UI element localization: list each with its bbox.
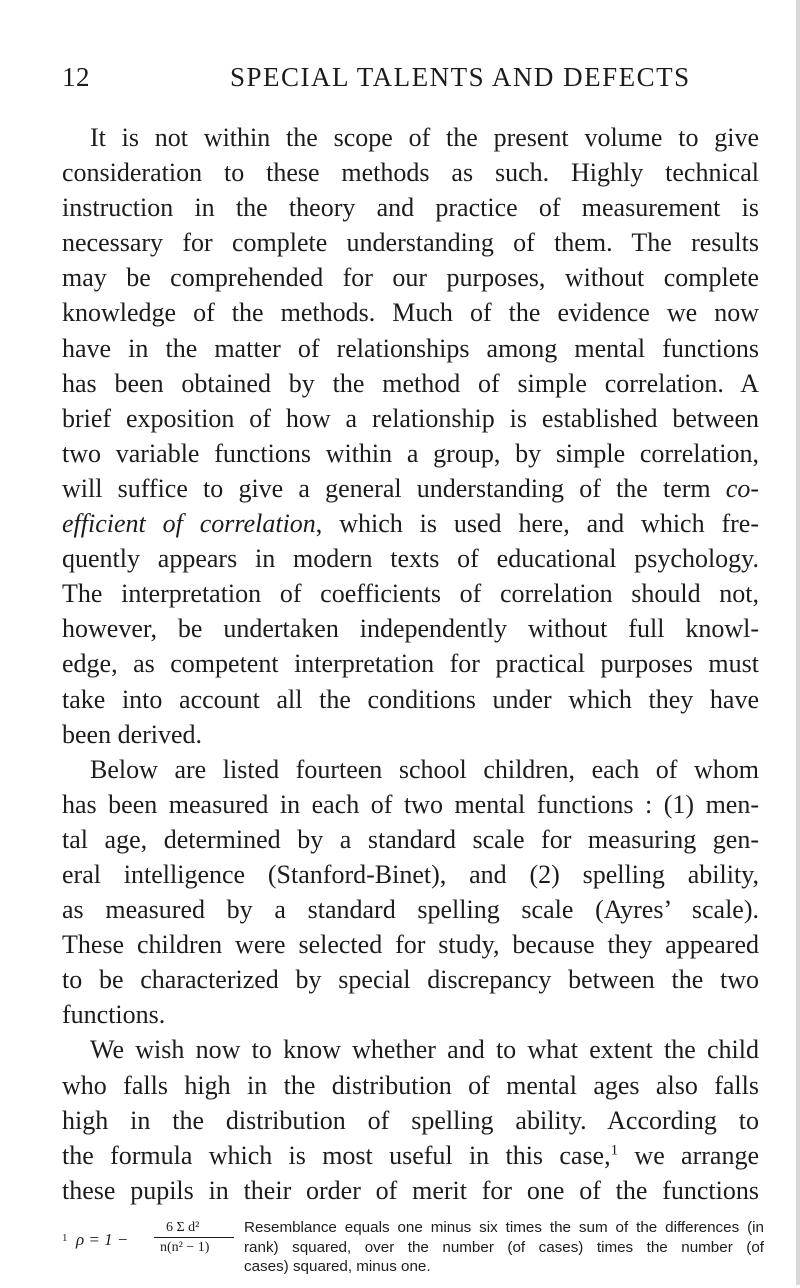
- text-line: It is not within the scope of the present volume to give: [90, 123, 759, 152]
- page-edge-shadow: [796, 0, 800, 1285]
- text-line: as measured by a standard spelling scale (Ayres’ scale).: [62, 895, 759, 925]
- footnote: [62, 1218, 762, 1288]
- text-fragment: we arrange: [618, 1140, 759, 1170]
- text-line: The interpretation of coefficients of correlation should not,: [62, 579, 759, 609]
- footnote-line: cases) squared, minus one.: [244, 1258, 431, 1275]
- footnote-text: [244, 1218, 764, 1277]
- text-line: may be comprehended for our purposes, without complete: [62, 263, 759, 293]
- italic-term: co-: [725, 473, 759, 503]
- text-line: however, be undertaken independently without full knowl-: [62, 614, 759, 644]
- running-head: [62, 62, 718, 96]
- text-line: high in the distribution of spelling ability. According to: [62, 1105, 759, 1135]
- text-fragment: , which is used here, and which fre-: [315, 509, 760, 539]
- italic-term: efficient of correlation: [62, 509, 316, 539]
- text-fragment: will suffice to give a general understanding of the term: [62, 473, 711, 503]
- footnote-line: Resemblance equals one minus six times the sum of the differences (in: [244, 1219, 764, 1236]
- footnote-line: rank) squared, over the number (of cases) times the number (of: [244, 1238, 764, 1256]
- text-line: consideration to these methods as such. Highly technical: [62, 158, 759, 188]
- text-line: two variable functions within a group, by simple correlation,: [62, 438, 759, 468]
- footnote-marker: 1: [62, 1232, 68, 1244]
- page-number: 12: [62, 62, 90, 92]
- text-line: [62, 1138, 759, 1173]
- text-line: necessary for complete understanding of them. The results: [62, 228, 759, 258]
- text-line: instruction in the theory and practice of measurement is: [62, 193, 759, 223]
- text-line: We wish now to know whether and to what extent the child: [90, 1035, 759, 1065]
- formula-lhs: ρ = 1 −: [76, 1230, 129, 1249]
- text-line: these pupils in their order of merit for one of the functions: [62, 1175, 759, 1205]
- formula-denominator: n(n² − 1): [160, 1240, 210, 1255]
- footnote-reference[interactable]: 1: [610, 1142, 619, 1159]
- text-line: [62, 506, 759, 541]
- running-title: SPECIAL TALENTS AND DEFECTS: [230, 62, 691, 92]
- text-line: These children were selected for study, because they appeared: [62, 930, 759, 960]
- text-line: to be characterized by special discrepancy between the two: [62, 965, 759, 995]
- text-line: have in the matter of relationships among mental functions: [62, 333, 759, 363]
- text-line: edge, as competent interpretation for practical purposes must: [62, 649, 759, 679]
- text-line: tal age, determined by a standard scale for measuring gen-: [62, 824, 759, 854]
- text-line: has been measured in each of two mental functions : (1) men-: [62, 789, 759, 819]
- text-line: who falls high in the distribution of mental ages also falls: [62, 1070, 759, 1100]
- text-line: brief exposition of how a relationship is established between: [62, 403, 759, 433]
- text-line: knowledge of the methods. Much of the evidence we now: [62, 298, 759, 328]
- text-line: Below are listed fourteen school children, each of whom: [90, 754, 759, 784]
- text-line: been derived.: [62, 719, 203, 749]
- formula-numerator: 6 Σ d²: [166, 1220, 200, 1235]
- text-fragment: the formula which is most useful in this case,: [62, 1140, 611, 1170]
- text-line: functions.: [62, 1000, 166, 1030]
- text-line: quently appears in modern texts of educational psychology.: [62, 544, 759, 574]
- text-line: has been obtained by the method of simple correlation. A: [62, 368, 759, 398]
- text-line: [62, 471, 759, 506]
- text-line: take into account all the conditions under which they have: [62, 684, 759, 714]
- body-text: [62, 120, 759, 1208]
- text-line: eral intelligence (Stanford-Binet), and (2) spelling ability,: [62, 859, 759, 889]
